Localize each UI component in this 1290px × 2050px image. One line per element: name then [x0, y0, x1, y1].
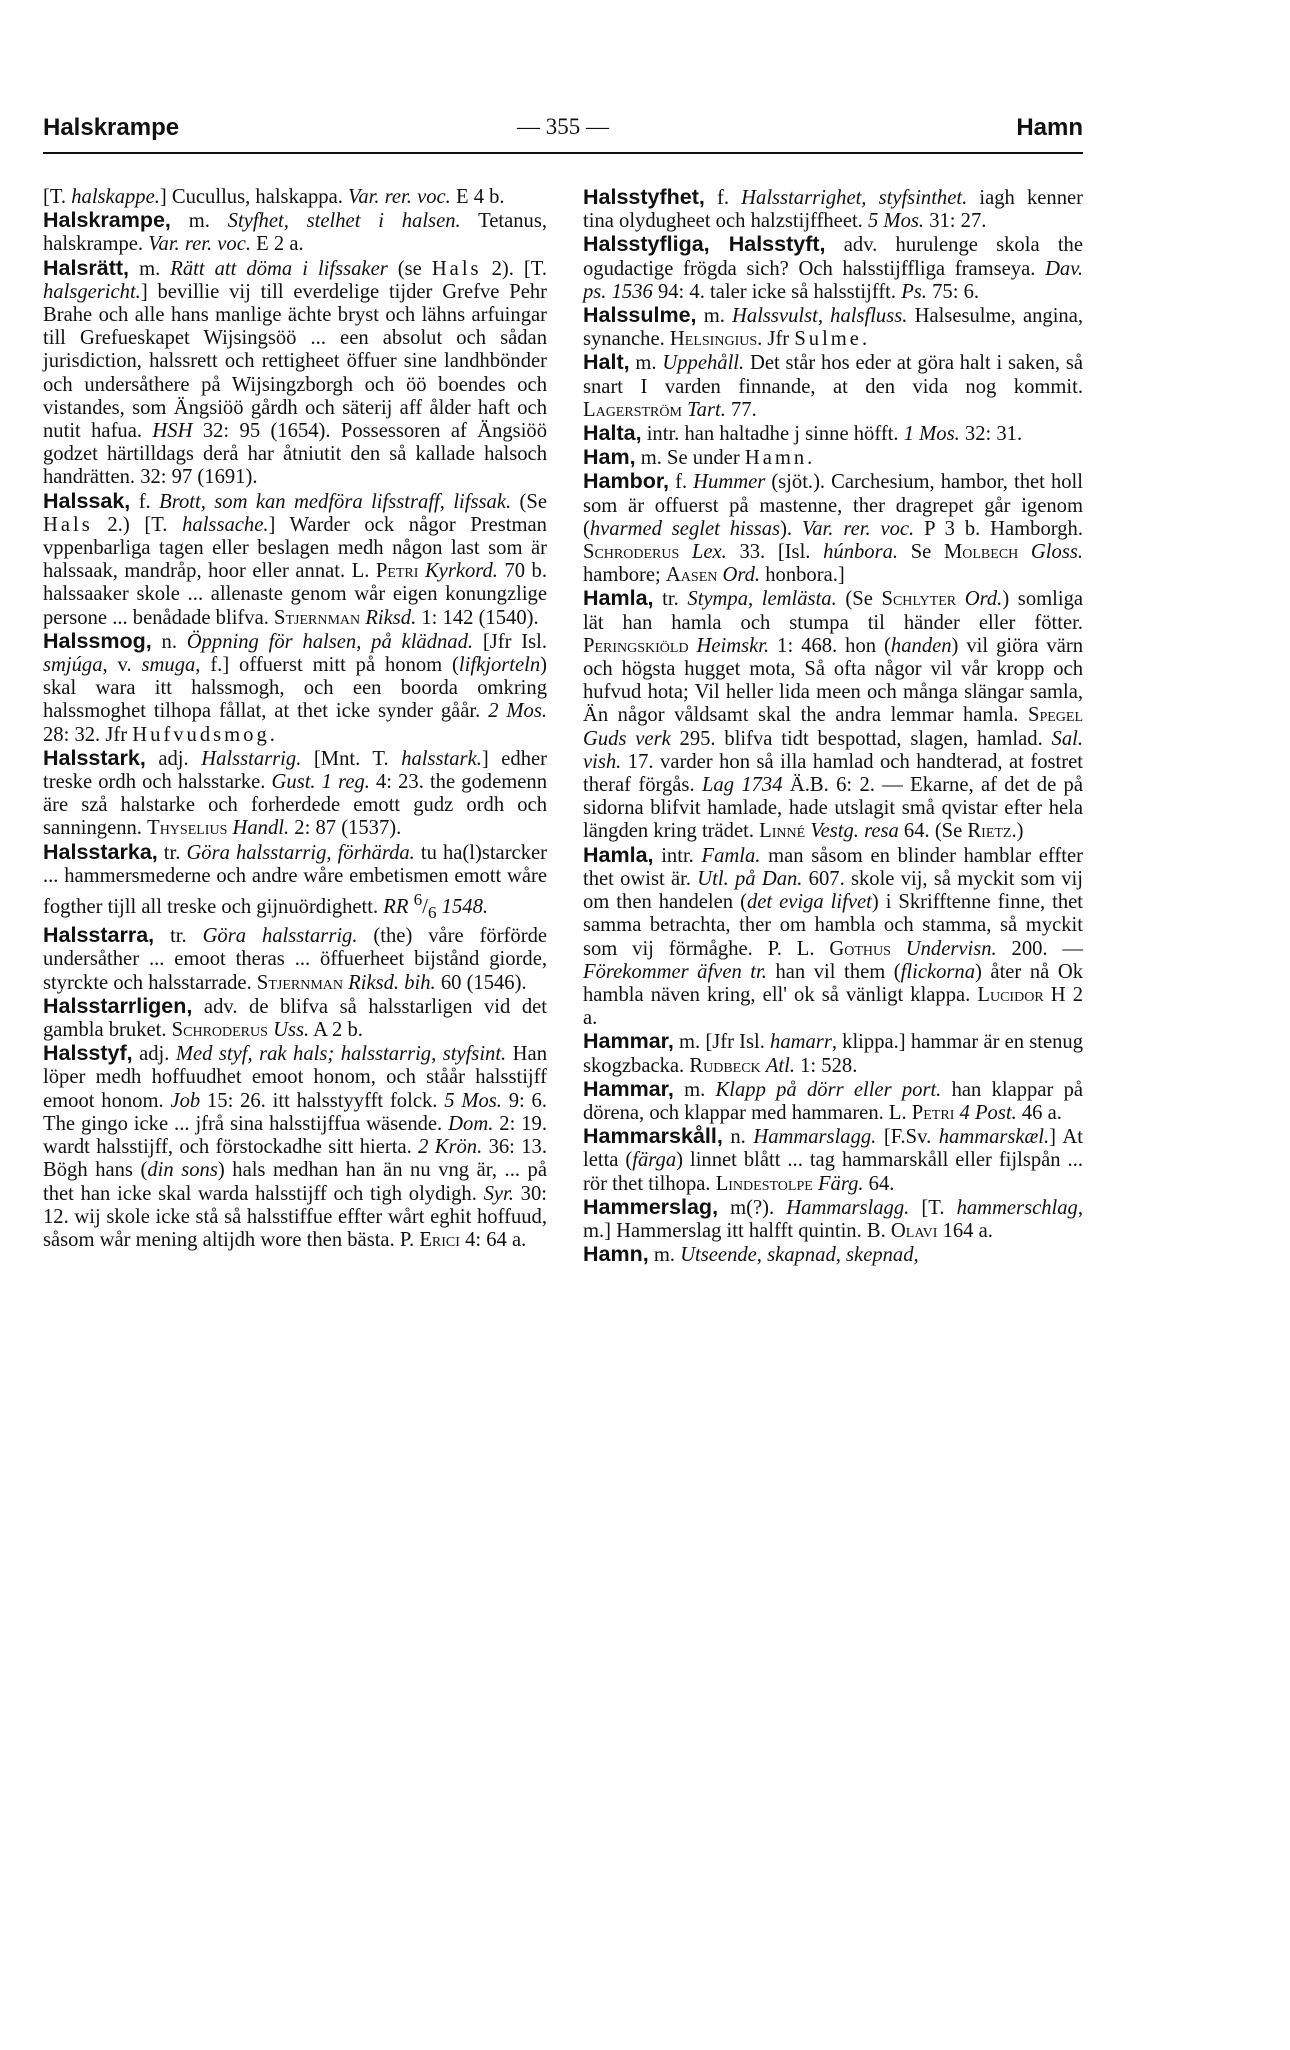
dictionary-entry: Halsstarrligen, adv. de blifva så halsstarligen vid det gambla bruket. Schroderus Uss. A 2 b.	[43, 993, 547, 1042]
dictionary-entry: [T. halskappe.] Cucullus, halskappa. Var. rer. voc. E 4 b.	[43, 186, 505, 208]
header-last-word: Hamn	[1016, 114, 1083, 141]
dictionary-entry: Hamla, intr. Famla. man såsom en blinder hamblar effter thet owist är. Utl. på Dan. 607. skole vij, så myckit som vij om then handelen (det eviga lifvet) i Skrifftenne finne, thet samma betrachta, ther om hambla och stamma, så myckit som vij förmåghe. P. L. Gothus Undervisn. 200. — Förekommer äfven tr. han vil them (flickorna) åter nå Ok hambla näven kring, ell' ok så vänligt klappa. Lucidor H 2 a.	[583, 842, 1084, 1030]
dictionary-entry: Hammerslag, m(?). Hammarslagg. [T. hammerschlag, m.] Hammerslag itt halfft quintin. B. Olavi 164 a.	[583, 1194, 1083, 1242]
running-header	[43, 114, 1083, 148]
dictionary-entry: Halsstarra, tr. Göra halsstarrig. (the) våre förförde undersåther ... emoot theras ... öffuerheet bijstånd giorde, styrckte och halsstarrade. Stjernman Riksd. bih. 60 (1546).	[43, 923, 548, 994]
dictionary-entry: Halsstyfliga, Halsstyft, adv. hurulenge skola the ogudactige frögda sich? Och halsstijffliga framseya. Dav. ps. 1536 94: 4. taler icke så halsstijfft. Ps. 75: 6.	[583, 232, 1083, 303]
header-first-word: Halskrampe	[43, 114, 180, 141]
dictionary-entry: Halsstyfhet, f. Halsstarrighet, styfsinthet. iagh kenner tina olydugheet och halzstijffheet. 5 Mos. 31: 27.	[583, 185, 1083, 233]
dictionary-entry: Hamla, tr. Stympa, lemlästa. (Se Schlyter Ord.) somliga lät han hamla och stumpa til händer eller fötter. Peringskiöld Heimskr. 1: 468. hon (handen) vil giöra värn och högsta hugget mota, Så ofta någor vil vår kropp och hufvud hota; Vil heller lida meen och många slängar samla, Än någor våldsamt skal the andra lemmar hamla. Spegel Guds verk 295. blifva tidt bespottad, slagen, hamlad. Sal. vish. 17. varder hon så illa hamlad och handterad, at fostret theraf förgås. Lag 1734 Ä.B. 6: 2. — Ekarne, af det de på sidorna blifvit hamlade, hade utslagit små qvistar efter hela längden kring trädet. Linné Vestg. resa 64. (Se Rietz.)	[583, 586, 1084, 843]
dictionary-entry: Halta, intr. han haltadhe j sinne höfft. 1 Mos. 32: 31.	[583, 421, 1023, 446]
dictionary-entry: Halsrätt, m. Rätt att döma i lifssaker (se Hals 2). [T. halsgericht.] bevillie vij till everdelige tijder Grefve Pehr Brahe och alle hans manlige ächte bryst och lähns arfuingar till Grefueskapet Wijsingsöö ... een absolut och sådan jurisdiction, halssrett och rettigheet öffuer sine landhbönder och undersåthere på Wijsingzborgh och öö boendes och vistandes, som Ängsiöö gårdh och säterij aff ålder haft och nutit hafua. HSH 32: 95 (1654). Possessoren af Ängsiöö godzet härtilldags derå har åtniutit den så kallade halsoch handrätten. 32: 97 (1691).	[43, 255, 548, 489]
dictionary-entry: Halssulme, m. Halssvulst, halsfluss. Halsesulme, angina, synanche. Helsingius. Jfr Sulme.	[583, 303, 1083, 351]
dictionary-entry: Halt, m. Uppehåll. Det står hos eder at göra halt i saken, så snart I varden finnande, at den vida nog kommit. Lagerström Tart. 77.	[583, 350, 1083, 421]
left-column	[43, 186, 547, 1252]
dictionary-entry: Hamn, m. Utseende, skapnad, skepnad,	[583, 1242, 919, 1267]
dictionary-entry: Halskrampe, m. Styfhet, stelhet i halsen. Tetanus, halskrampe. Var. rer. voc. E 2 a.	[43, 208, 548, 256]
dictionary-entry: Halsstark, adj. Halsstarrig. [Mnt. T. halsstark.] edher treske ordh och halsstarke. Gust. 1 reg. 4: 23. the godemenn äre szå halstarke och forherdede emott gudz ordh och sanningenn. Thyselius Handl. 2: 87 (1537).	[43, 745, 548, 840]
dictionary-entry: Halsstyf, adj. Med styf, rak hals; halsstarrig, styfsint. Han löper medh hoffuudhet emoot honom, och ståår halsstijff emoot honom. Job 15: 26. itt halsstyyfft folck. 5 Mos. 9: 6. The gingo icke ... jfrå sina halsstijffua wäsende. Dom. 2: 19. wardt halsstijff, och förstockadhe sitt hierta. 2 Krön. 36: 13. Bögh hans (din sons) hals medhan han än nu vng är, ... på thet han icke skal warda halsstijff och tigh olydigh. Syr. 30: 12. wij skole icke stå så halsstiffue effter wårt eghit hoffuud, såsom wår mening altijdh wore then bästa. P. Erici 4: 64 a.	[43, 1041, 548, 1251]
dictionary-entry: Hambor, f. Hummer (sjöt.). Carchesium, hambor, thet holl som är offuerst på mastenne, ther dragrepet går igenom (hvarmed seglet hissas). Var. rer. voc. P 3 b. Hamborgh. Schroderus Lex. 33. [Isl. húnbora. Se Molbech Gloss. hambore; Aasen Ord. honbora.]	[583, 469, 1084, 587]
dictionary-entry: Hammarskåll, n. Hammarslagg. [F.Sv. hammarskæl.] At letta (färga) linnet blått ... tag hammarskåll eller fijlspån ... rör thet tilhopa. Lindestolpe Färg. 64.	[583, 1124, 1084, 1195]
dictionary-entry: Hammar, m. Klapp på dörr eller port. han klappar på dörena, och klappar med hammaren. L. Petri 4 Post. 46 a.	[583, 1076, 1084, 1124]
dictionary-entry: Halssmog, n. Öppning för halsen, på klädnad. [Jfr Isl. smjúga, v. smuga, f.] offuerst mitt på honom (lifkjorteln) skal wara itt halssmogh, och een boorda omkring halssmoghet tilhopa fållat, at thet icke synder gåår. 2 Mos. 28: 32. Jfr Hufvudsmog.	[43, 628, 547, 746]
page-number: — 355 —	[517, 114, 609, 139]
dictionary-entry: Ham, m. Se under Hamn.	[583, 445, 816, 470]
dictionary-entry: Halsstarka, tr. Göra halsstarrig, förhärda. tu ha(l)starcker ... hammersmederne och andre wåre embetismen emott wåre fogther tijll all treske och gijnuördighett. RR $^6/_6$ 1548.	[43, 839, 547, 923]
dictionary-page	[43, 0, 1083, 2050]
header-rule	[43, 152, 1083, 154]
dictionary-entry: Hammar, m. [Jfr Isl. hamarr, klippa.] hammar är en stenug skogzbacka. Rudbeck Atl. 1: 528.	[583, 1029, 1084, 1077]
right-column	[583, 186, 1083, 1267]
dictionary-entry: Halssak, f. Brott, som kan medföra lifsstraff, lifssak. (Se Hals 2.) [T. halssache.] Warder ock någor Prestman vppenbarliga tagen eller beslagen medh någon last som är halssaak, mandråp, hoor eller annat. L. Petri Kyrkord. 70 b. halssaaker skole ... allenaste genom wår eigen konungzlige persone ... benådade blifva. Stjernman Riksd. 1: 142 (1540).	[43, 488, 547, 629]
